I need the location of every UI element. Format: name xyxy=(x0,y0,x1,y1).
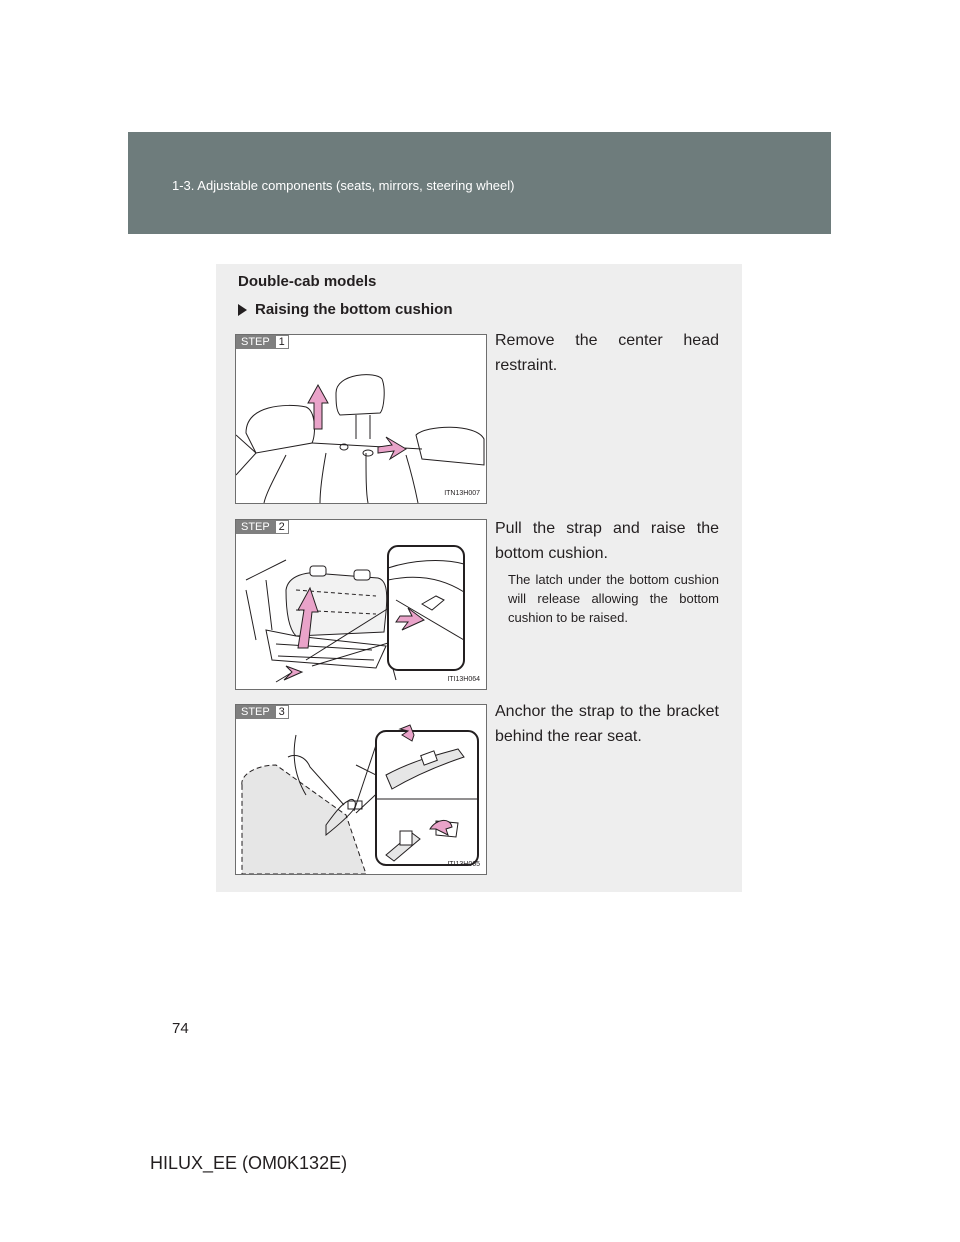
step-number: 1 xyxy=(275,335,289,349)
step-2-figure xyxy=(235,519,487,690)
document-code: HILUX_EE (OM0K132E) xyxy=(150,1153,348,1173)
step-label: STEP xyxy=(236,520,275,534)
step-2-note: The latch under the bottom cushion will release allowing the bottom cushion to be raised. xyxy=(508,572,719,625)
step-1-figure xyxy=(235,334,487,504)
head-restraint-illustration xyxy=(236,335,486,503)
figure-code: ITI13H064 xyxy=(447,676,480,683)
figure-code: ITI13H065 xyxy=(447,861,480,868)
step-1-badge xyxy=(236,335,289,349)
step-3-figure xyxy=(235,704,487,875)
section-title: Double-cab models xyxy=(238,273,377,290)
subheading xyxy=(238,301,453,318)
step-3-badge xyxy=(236,705,289,719)
strap-anchor-illustration xyxy=(236,705,486,874)
step-label: STEP xyxy=(236,705,275,719)
step-1-text: Remove the center head restraint. xyxy=(495,332,719,374)
step-number: 2 xyxy=(275,520,289,534)
bullet-icon xyxy=(238,304,247,316)
bottom-cushion-illustration xyxy=(236,520,486,689)
step-3-text: Anchor the strap to the bracket behind the rear seat. xyxy=(495,703,719,745)
step-2-text: Pull the strap and raise the bottom cushion. xyxy=(495,520,719,562)
step-label: STEP xyxy=(236,335,275,349)
step-number: 3 xyxy=(275,705,289,719)
subheading-text: Raising the bottom cushion xyxy=(255,301,453,318)
step-2-badge xyxy=(236,520,289,534)
figure-code: ITN13H007 xyxy=(444,490,480,497)
page-number: 74 xyxy=(172,1020,189,1037)
chapter-title: 1-3. Adjustable components (seats, mirrors, steering wheel) xyxy=(172,178,515,193)
